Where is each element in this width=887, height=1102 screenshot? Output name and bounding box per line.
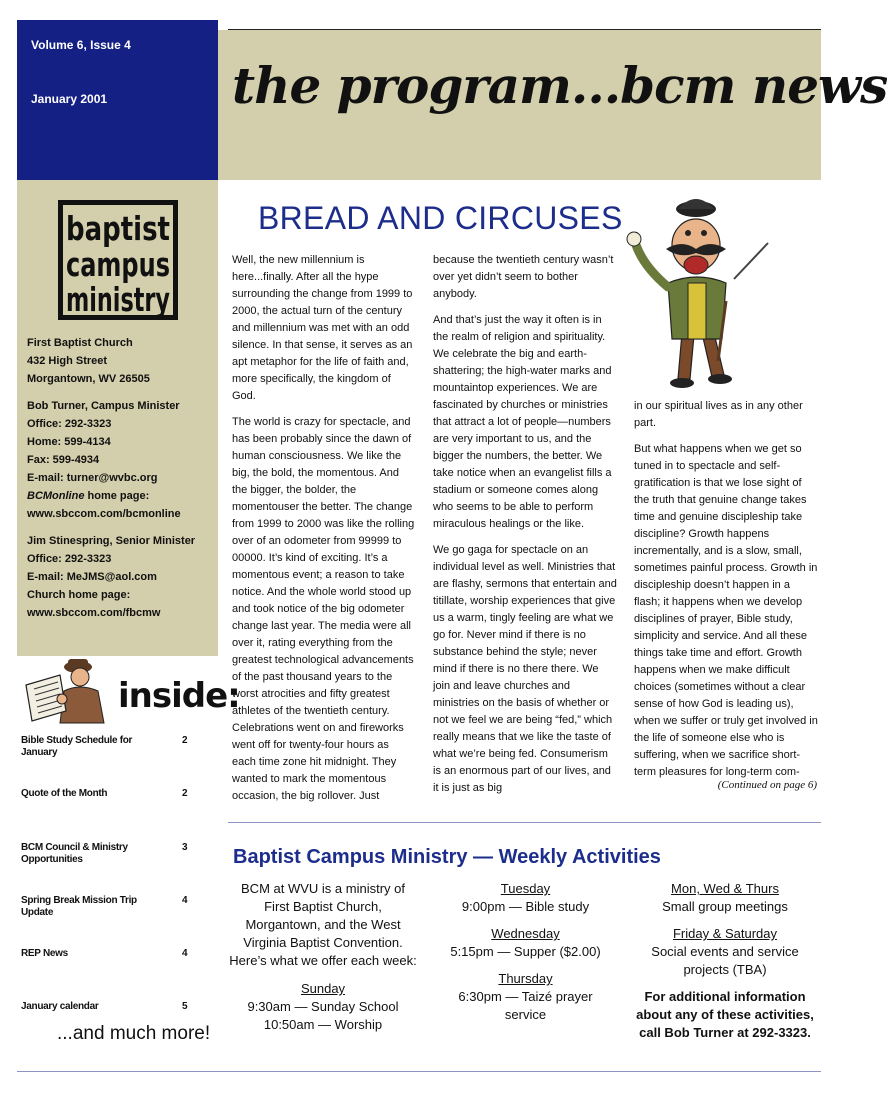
and-much-more: ...and much more! xyxy=(57,1023,211,1044)
activity-social-events: Social events and service projects (TBA) xyxy=(651,944,799,977)
activities-info: For additional information about any of these activities, call Bob Turner at 292-3323. xyxy=(636,989,814,1040)
article-paragraph: We go gaga for spectacle on an individual level as well. Ministries that are flashy, sermons that entertain and titillate, worship experiences that give us a warm, tingly feeling are what we go for. Never mind if there is no substance behind the style; never mind if there is no there there. We join and leave churches and ministries on the basis of whether or not we feel we are being “fed,” which really means that we like the taste of what we’re being fed. Consumerism is an enormous part of our lives, and it is just as big xyxy=(433,544,617,794)
toc-item-page: 2 xyxy=(182,788,188,799)
minister-office: Office: 292-3323 xyxy=(27,418,112,430)
newsletter-title: the program...bcm news xyxy=(232,56,887,115)
toc-item-page: 4 xyxy=(182,895,188,906)
bcm-logo xyxy=(58,200,178,320)
bcmonline-suffix: home page: xyxy=(84,490,150,502)
toc-item-page: 3 xyxy=(182,842,188,853)
toc-item-title[interactable]: BCM Council & Ministry Opportunities xyxy=(21,842,128,865)
toc-item-title[interactable]: Quote of the Month xyxy=(21,788,108,799)
page-bottom-divider xyxy=(17,1071,821,1072)
inside-heading: inside: xyxy=(118,676,240,716)
article-column-2 xyxy=(433,252,618,806)
activity-day-tuesday: Tuesday xyxy=(500,881,551,896)
toc-item-page: 4 xyxy=(182,948,188,959)
minister-fax: Fax: 599-4934 xyxy=(27,454,100,466)
toc-item-title[interactable]: January calendar xyxy=(21,1001,99,1012)
activities-intro: BCM at WVU is a ministry of First Baptist Church, Morgantown, and the West Virginia Baptist Convention. Here’s what we offer each week: xyxy=(229,881,417,968)
article-headline: BREAD AND CIRCUSES xyxy=(258,200,623,236)
logo-line-1: baptist xyxy=(66,209,171,248)
bcmonline-url[interactable]: www.sbccom.com/bcmonline xyxy=(27,508,181,520)
activity-day-sunday: Sunday xyxy=(300,981,346,996)
masthead-rule xyxy=(228,29,821,30)
minister-name: Bob Turner, Campus Minister xyxy=(27,400,180,412)
toc-item-title[interactable]: Bible Study Schedule for January xyxy=(21,735,133,758)
issue-date: January 2001 xyxy=(31,92,108,106)
minister-email: E-mail: turner@wvbc.org xyxy=(27,472,158,484)
church-street: 432 High Street xyxy=(27,355,108,367)
minister-home: Home: 599-4134 xyxy=(27,436,111,448)
activities-heading: Baptist Campus Ministry — Weekly Activities xyxy=(233,846,661,868)
article-paragraph: And that’s just the way it often is in the realm of religion and spirituality. We celebrate the big and earth-shattering; the high-water marks and mountaintop experiences. We are fascinated by churches or ministries that attract a lot of people—numbers are very important to us, and the bigger the numbers, the better. We take notice when an evangelist fills a stadium or someone comes along who seems to be able to perform miraculous healings or the like. xyxy=(433,314,612,530)
senior-minister-office: Office: 292-3323 xyxy=(27,553,112,565)
activity-wednesday-supper: 5:15pm — Supper ($2.00) xyxy=(450,944,601,959)
church-city: Morgantown, WV 26505 xyxy=(27,373,150,385)
ringmaster-cartoon-icon xyxy=(622,183,772,393)
senior-minister-email: E-mail: MeJMS@aol.com xyxy=(27,571,157,583)
article-paragraph: in our spiritual lives as in any other part. xyxy=(634,400,803,429)
bcmonline-name: BCMonline xyxy=(27,490,85,502)
toc-item-title[interactable]: Spring Break Mission Trip Update xyxy=(21,895,137,918)
activity-small-groups: Small group meetings xyxy=(662,899,788,914)
activity-thursday-prayer: 6:30pm — Taizé prayer service xyxy=(458,989,593,1022)
volume-issue: Volume 6, Issue 4 xyxy=(31,38,131,52)
activities-column-2 xyxy=(433,880,618,1024)
bcmonline-label xyxy=(27,487,149,505)
activity-day-fri-sat: Friday & Saturday xyxy=(672,926,778,941)
continued-note: (Continued on page 6) xyxy=(717,779,817,791)
church-home-label: Church home page: xyxy=(27,589,131,601)
toc-item-page: 2 xyxy=(182,735,188,746)
article-paragraph: Well, the new millennium is here...finally. After all the hype surrounding the change from 1999 to 2000, the actual turn of the century and millennium was met with an odd silence. In that sense, it serves as an apt metaphor for the life of faith and, more specifically, the kingdom of God. xyxy=(232,254,413,402)
activities-column-1 xyxy=(228,880,418,1034)
article-paragraph: because the twentieth century wasn’t over yet didn’t seem to bother anybody. xyxy=(433,254,614,300)
article-paragraph: The world is crazy for spectacle, and has been probably since the dawn of human consciousness. We like the big, the bold, the momentous. And the bigger, the bolder, the momentouser the better. The change from 1999 to 2000 was like the rolling over of an odometer from 99999 to 00000. It’s kind of exciting. It’s a momentous event; a reason to take notice. And the whole world stood up and took notice of the big odometer change last year. The media were all over it, rating everything from the greatest technological advancements of the past thousand years to the worst atrocities and fifty greatest athletes of the twentieth century. Celebrations went on and fireworks went off for twenty-four hours as each time zone hit midnight. They wanted to mark the momentous occasion, the big rollover. Just xyxy=(232,416,415,802)
logo-line-2: campus xyxy=(66,245,170,284)
article-column-1 xyxy=(232,252,415,814)
activity-sunday-school: 9:30am — Sunday School xyxy=(247,999,399,1014)
newspaper-reader-icon xyxy=(20,655,116,725)
logo-line-3: ministry xyxy=(66,280,170,319)
activity-day-thursday: Thursday xyxy=(498,971,553,986)
activity-tuesday-bible-study: 9:00pm — Bible study xyxy=(461,899,590,914)
article-paragraph: But what happens when we get so tuned in to spectacle and self-gratification is that we lose sight of the truth that genuine change takes time and genuine discipleship take discipline? Growth happens incrementally, and is a slow, small, sometimes painful process. Growth in discipleship doesn’t happen in a flash; it happens when we develop disciplines of prayer, Bible study, simplicity and service. And all these things take time and effort. Growth happens when we make difficult choices (sometimes without a clear sense of how God is leading us), when we suffer or truly get involved in the life of someone else who is suffering, when we sacrifice short-term pleasures for long-term com- xyxy=(634,443,818,778)
activity-day-wednesday: Wednesday xyxy=(491,926,560,941)
toc-item-title[interactable]: REP News xyxy=(21,948,68,959)
section-divider xyxy=(228,822,821,823)
church-home-url[interactable]: www.sbccom.com/fbcmw xyxy=(27,607,161,619)
activities-column-3 xyxy=(630,880,820,1042)
activity-day-mon-wed-thurs: Mon, Wed & Thurs xyxy=(671,881,779,896)
church-name: First Baptist Church xyxy=(27,337,133,349)
activity-sunday-worship: 10:50am — Worship xyxy=(263,1017,383,1032)
senior-minister-name: Jim Stinespring, Senior Minister xyxy=(27,535,196,547)
toc-item-page: 5 xyxy=(182,1001,188,1012)
article-column-3 xyxy=(634,398,819,790)
